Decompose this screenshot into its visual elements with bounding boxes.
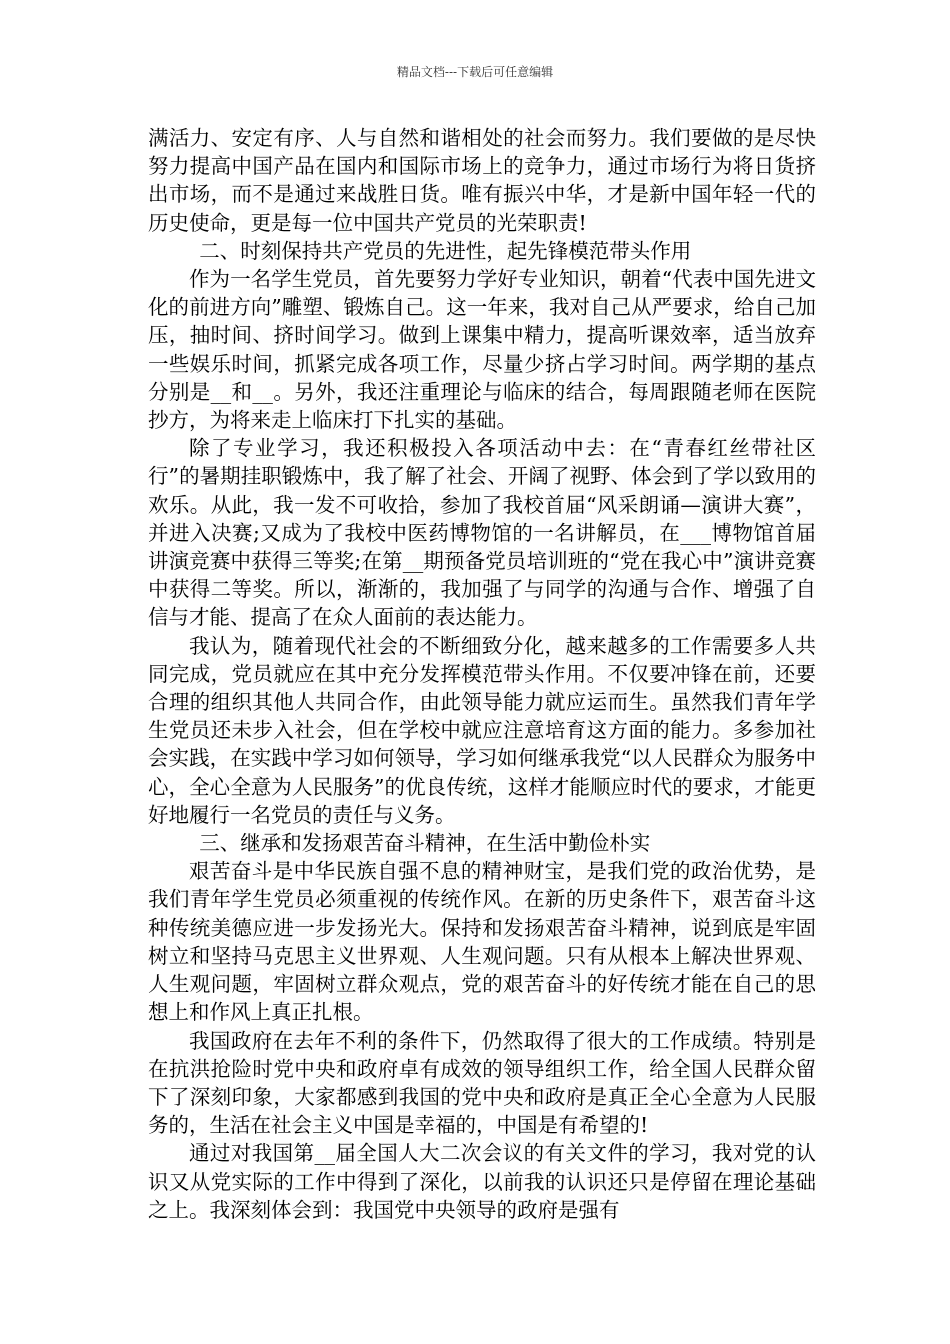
paragraph-congress: 通过对我国第__届全国人大二次会议的有关文件的学习，我对党的认识又从党实际的工作中得到了深化，以前我的认识还只是停留在理论基础之上。我深刻体会到：我国党中央领导的政府是强有: [148, 1141, 816, 1222]
paragraph-activities: 除了专业学习，我还积极投入各项活动中去：在“青春红丝带社区行”的暑期挂职锻炼中，我了解了社会、开阔了视野、体会到了学以致用的欢乐。从此，我一发不可收拾，参加了我校首届“风采朗诵—演讲大赛”，并进入决赛;又成为了我校中医药博物馆的一名讲解员，在___博物馆首届讲演竞赛中获得三等奖;在第__期预备党员培训班的“党在我心中”演讲竞赛中获得二等奖。所以，渐渐的，我加强了与同学的沟通与合作、增强了自信与才能、提高了在众人面前的表达能力。: [148, 436, 816, 630]
paragraph-study: 作为一名学生党员，首先要努力学好专业知识，朝着“代表中国先进文化的前进方向”雕塑、锻炼自己。这一年来，我对自己从严要求，给自己加压，抽时间、挤时间学习。做到上课集中精力，提高听课效率，适当放弃一些娱乐时间，抓紧完成各项工作，尽量少挤占学习时间。两学期的基点分别是__和__。另外，我还注重理论与临床的结合，每周跟随老师在医院抄方，为将来走上临床打下扎实的基础。: [148, 267, 816, 433]
document-body: [148, 124, 816, 1224]
section-heading-3: 三、继承和发扬艰苦奋斗精神，在生活中勤俭朴实: [199, 831, 651, 856]
paragraph-leadership: 我认为，随着现代社会的不断细致分化，越来越多的工作需要多人共同完成，党员就应在其中充分发挥模范带头作用。不仅要冲锋在前，还要合理的组织其他人共同合作，由此领导能力就应运而生。虽然我们青年学生党员还未步入社会，但在学校中就应注意培育这方面的能力。多参加社会实践，在实践中学习如何领导，学习如何继承我党“以人民群众为服务中心，全心全意为人民服务”的优良传统，这样才能顺应时代的要求，才能更好地履行一名党员的责任与义务。: [148, 633, 816, 827]
page-header: 精品文档---下载后可任意编辑: [396, 65, 554, 79]
paragraph-hard-work: 艰苦奋斗是中华民族自强不息的精神财宝，是我们党的政治优势，是我们青年学生党员必须重视的传统作风。在新的历史条件下，艰苦奋斗这种传统美德应进一步发扬光大。保持和发扬艰苦奋斗精神，说到底是牢固树立和坚持马克思主义世界观、人生观问题。只有从根本上解决世界观、人生观问题，牢固树立群众观点，党的艰苦奋斗的好传统才能在自己的思想上和作风上真正扎根。: [148, 859, 816, 1025]
paragraph-government: 我国政府在去年不利的条件下，仍然取得了很大的工作成绩。特别是在抗洪抢险时党中央和政府卓有成效的领导组织工作，给全国人民群众留下了深刻印象，大家都感到我国的党中央和政府是真正全心全意为人民服务的，生活在社会主义中国是幸福的，中国是有希望的!: [148, 1028, 816, 1138]
section-heading-2: 二、时刻保持共产党员的先进性，起先锋模范带头作用: [199, 238, 692, 263]
paragraph-continuation: 满活力、安定有序、人与自然和谐相处的社会而努力。我们要做的是尽快努力提高中国产品在国内和国际市场上的竞争力，通过市场行为将日货挤出市场，而不是通过来战胜日货。唯有振兴中华，才是新中国年轻一代的历史使命，更是每一位中国共产党员的光荣职责!: [148, 126, 816, 235]
